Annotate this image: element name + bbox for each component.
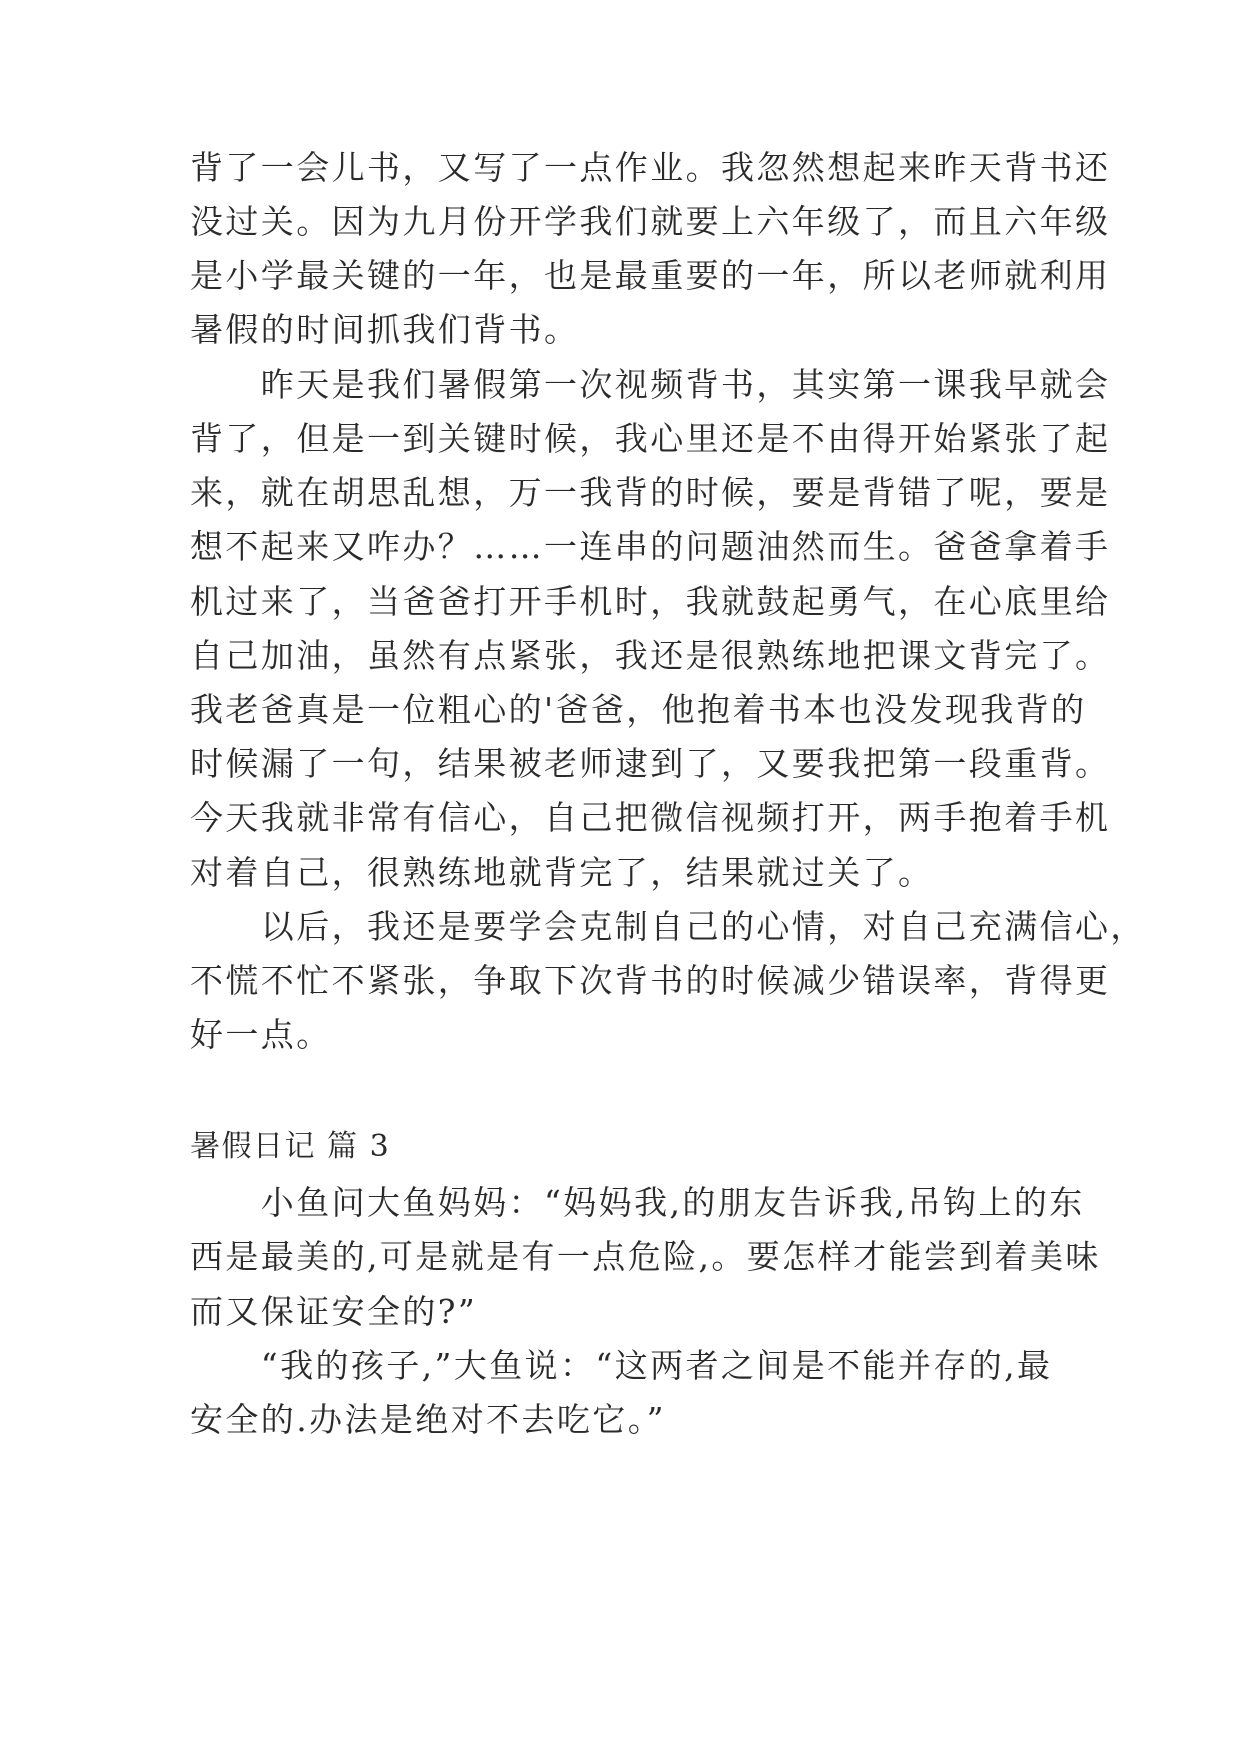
paragraph-2-line-9: 今天我就非常有信心，自己把微信视频打开，两手抱着手机 xyxy=(190,798,1111,837)
paragraph-2-line-1: 昨天是我们暑假第一次视频背书，其实第一课我早就会 xyxy=(190,365,1111,404)
paragraph-1-line-1: 背了一会儿书，又写了一点作业。我忽然想起来昨天背书还 xyxy=(190,148,1111,187)
paragraph-3-line-2: 不慌不忙不紧张，争取下次背书的时候减少错误率，背得更 xyxy=(190,961,1111,1000)
section-paragraph-2-line-2: 安全的.办法是绝对不去吃它。” xyxy=(190,1400,666,1439)
section-paragraph-1-line-3: 而又保证安全的?” xyxy=(190,1292,478,1331)
paragraph-2-line-6: 自己加油，虽然有点紧张，我还是很熟练地把课文背完了。 xyxy=(190,636,1111,675)
paragraph-3-line-3: 好一点。 xyxy=(190,1015,332,1054)
paragraph-1-line-3: 是小学最关键的一年，也是最重要的一年，所以老师就利用 xyxy=(190,256,1111,295)
paragraph-1-line-2: 没过关。因为九月份开学我们就要上六年级了，而且六年级 xyxy=(190,202,1111,241)
paragraph-2-line-2: 背了，但是一到关键时候，我心里还是不由得开始紧张了起 xyxy=(190,419,1111,458)
paragraph-2-line-5: 机过来了，当爸爸打开手机时，我就鼓起勇气，在心底里给 xyxy=(190,582,1111,621)
paragraph-2-line-7: 我老爸真是一位粗心的'爸爸，他抱着书本也没发现我背的 xyxy=(190,690,1087,729)
paragraph-1-line-4: 暑假的时间抓我们背书。 xyxy=(190,310,580,349)
paragraph-2-line-10: 对着自己，很熟练地就背完了，结果就过关了。 xyxy=(190,853,934,892)
section-paragraph-2-line-1: “我的孩子,”大鱼说：“这两者之间是不能并存的,最 xyxy=(190,1346,1053,1385)
section-paragraph-1-line-2: 西是最美的,可是就是有一点危险,。要怎样才能尝到着美味 xyxy=(190,1237,1101,1276)
paragraph-2-line-8: 时候漏了一句，结果被老师逮到了，又要我把第一段重背。 xyxy=(190,744,1111,783)
section-title: 暑假日记 篇 3 xyxy=(190,1129,391,1164)
paragraph-2-line-4: 想不起来又咋办？……一连串的问题油然而生。爸爸拿着手 xyxy=(190,527,1111,566)
paragraph-2-line-3: 来，就在胡思乱想，万一我背的时候，要是背错了呢，要是 xyxy=(190,473,1111,512)
paragraph-3-line-1: 以后，我还是要学会克制自己的心情，对自己充满信心， xyxy=(190,907,1146,946)
section-paragraph-1-line-1: 小鱼问大鱼妈妈：“妈妈我,的朋友告诉我,吊钩上的东 xyxy=(190,1183,1085,1222)
